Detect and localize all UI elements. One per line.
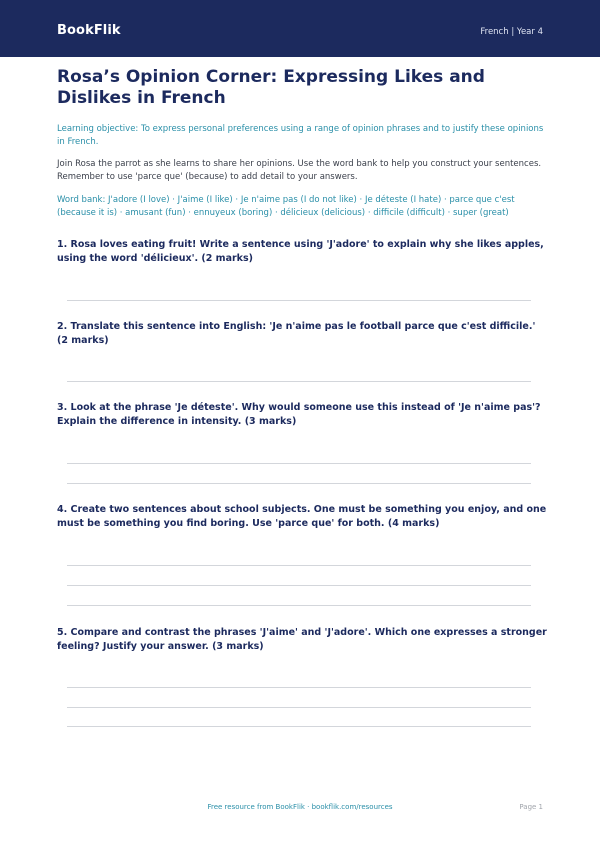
answer-line[interactable] [67,585,531,586]
answer-line[interactable] [67,726,531,727]
answer-line[interactable] [67,707,531,708]
question-1: 1. Rosa loves eating fruit! Write a sentence using 'J'adore' to explain why she likes apples, using the word 'délicieux'. (2 marks) [57,239,544,264]
brand-logo: BookFlik [57,23,121,38]
word-bank: Word bank: J'adore (I love) · J'aime (I like) · Je n'aime pas (I do not like) · Je déteste (I hate) · parce que c'est (because it is) · amusant (fun) · ennuyeux (boring) · délicieux (delicious) · difficile (difficult) · super (great) [57,195,515,218]
answer-line[interactable] [67,565,531,566]
subject-label: French | Year 4 [480,27,543,37]
footer-link[interactable]: Free resource from BookFlik · bookflik.com/resources [207,803,393,811]
question-3: 3. Look at the phrase 'Je déteste'. Why would someone use this instead of 'Je n'aime pas'? Explain the difference in intensity. (3 marks) [57,402,541,427]
question-2: 2. Translate this sentence into English: 'Je n'aime pas le football parce que c'est difficile.' (2 marks) [57,321,536,346]
answer-line[interactable] [67,381,531,382]
answer-line[interactable] [67,605,531,606]
header-bar [0,0,600,57]
question-4: 4. Create two sentences about school subjects. One must be something you enjoy, and one must be something you find boring. Use 'parce que' for both. (4 marks) [57,504,547,529]
learning-objective: Learning objective: To express personal preferences using a range of opinion phrases and to justify these opinions in French. [57,124,544,147]
question-5: 5. Compare and contrast the phrases 'J'aime' and 'J'adore'. Which one expresses a stronger feeling? Justify your answer. (3 marks) [57,627,547,652]
answer-line[interactable] [67,300,531,301]
answer-line[interactable] [67,483,531,484]
answer-line[interactable] [67,687,531,688]
answer-line[interactable] [67,463,531,464]
page-number: Page 1 [519,803,543,811]
page-title: Rosa’s Opinion Corner: Expressing Likes and Dislikes in French [57,67,485,108]
intro-text: Join Rosa the parrot as she learns to share her opinions. Use the word bank to help you construct your sentences. Remember to use 'parce que' (because) to add detail to your answers. [57,159,542,182]
